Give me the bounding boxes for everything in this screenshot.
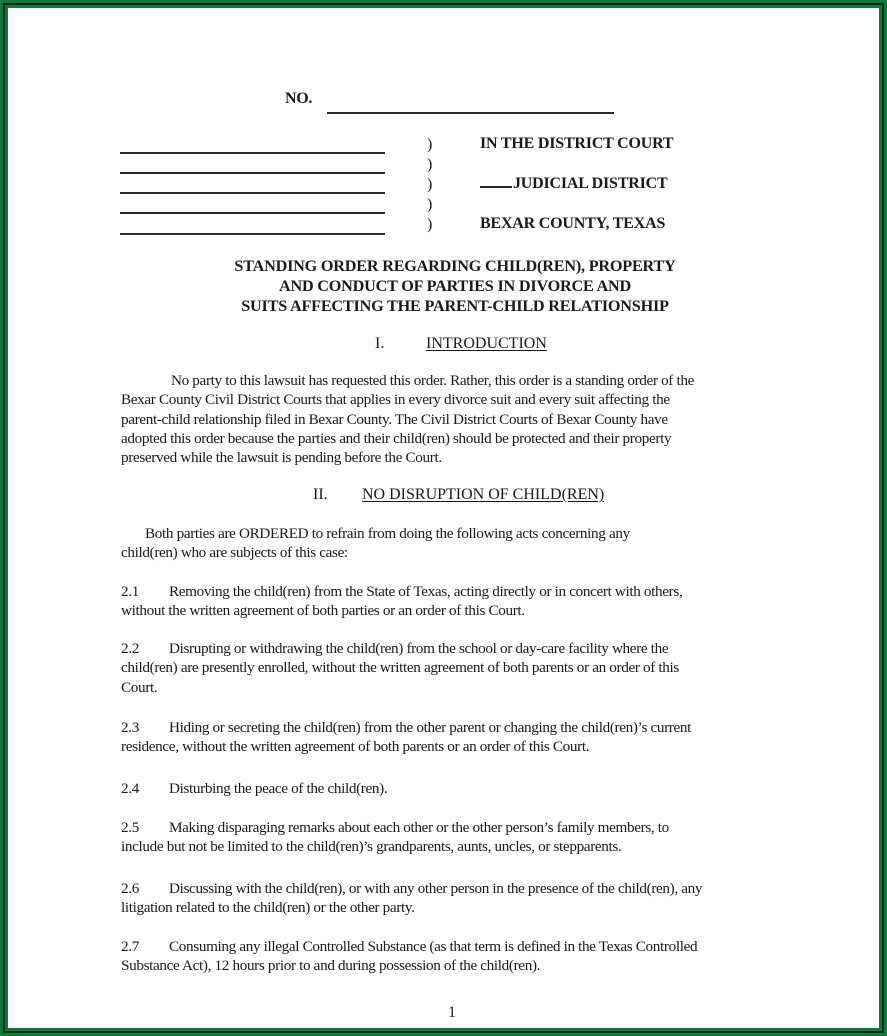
party-blank-line[interactable] — [120, 172, 385, 174]
order-item-2-5 — [121, 818, 781, 857]
document-title — [150, 256, 760, 316]
caption-paren: ) — [427, 136, 433, 153]
paragraph-line: parent-child relationship filed in Bexar County. The Civil District Courts of Bexar County have — [121, 410, 668, 428]
item-text: Court. — [121, 678, 158, 696]
item-text: Disturbing the peace of the child(ren). — [169, 780, 388, 797]
item-text: Consuming any illegal Controlled Substance (as that term is defined in the Texas Controlled — [169, 938, 698, 955]
paragraph-line: No party to this lawsuit has requested this order. Rather, this order is a standing order of the — [171, 372, 694, 389]
order-item-2-1 — [121, 582, 781, 621]
item-number: 2.6 — [121, 880, 139, 897]
paragraph-line: child(ren) who are subjects of this case: — [121, 544, 348, 562]
caption-paren: ) — [427, 156, 433, 173]
cause-number-blank[interactable] — [327, 112, 614, 114]
title-line: AND CONDUCT OF PARTIES IN DIVORCE AND — [278, 277, 632, 295]
party-blank-line[interactable] — [120, 212, 385, 214]
paragraph-line: Both parties are ORDERED to refrain from doing the following acts concerning any — [145, 525, 630, 542]
item-text: Removing the child(ren) from the State of Texas, acting directly or in concert with others, — [169, 583, 683, 600]
item-text: Disrupting or withdrawing the child(ren) from the school or day-care facility where the — [169, 640, 669, 657]
item-text: Making disparaging remarks about each other or the other person’s family members, to — [169, 819, 669, 836]
item-text: without the written agreement of both parties or an order of this Court. — [121, 602, 525, 620]
item-number: 2.4 — [121, 780, 139, 797]
paragraph-line: preserved while the lawsuit is pending before the Court. — [121, 449, 442, 467]
caption-paren: ) — [427, 216, 433, 233]
judicial-district-label: JUDICIAL DISTRICT — [513, 175, 668, 192]
item-text: Discussing with the child(ren), or with any other person in the presence of the child(ren), any — [169, 880, 703, 897]
item-number: 2.3 — [121, 719, 139, 736]
cause-number-label: NO. — [285, 90, 313, 107]
introduction-paragraph — [121, 371, 781, 467]
item-text: child(ren) are presently enrolled, without the written agreement of both parents or an order of this — [121, 659, 679, 677]
court-name: IN THE DISTRICT COURT — [480, 135, 674, 152]
county-state: BEXAR COUNTY, TEXAS — [480, 215, 666, 232]
party-blank-line[interactable] — [120, 152, 385, 154]
section-title: NO DISRUPTION OF CHILD(REN) — [362, 486, 605, 503]
party-blank-line[interactable] — [120, 192, 385, 194]
order-item-2-7 — [121, 937, 781, 976]
item-text: residence, without the written agreement of both parents or an order of this Court. — [121, 738, 590, 756]
title-line: STANDING ORDER REGARDING CHILD(REN), PROPERTY — [234, 257, 676, 275]
party-blank-line[interactable] — [120, 233, 385, 235]
order-item-2-3 — [121, 718, 781, 757]
item-number: 2.2 — [121, 640, 139, 657]
section-number: I. — [375, 335, 385, 352]
order-item-2-4 — [121, 779, 781, 798]
item-text: Substance Act), 12 hours prior to and during possession of the child(ren). — [121, 957, 541, 975]
page-number: 1 — [448, 1004, 456, 1021]
item-number: 2.1 — [121, 583, 139, 600]
item-number: 2.5 — [121, 819, 139, 836]
order-item-2-6 — [121, 879, 781, 918]
item-text: include but not be limited to the child(ren)’s grandparents, aunts, uncles, or stepparents. — [121, 838, 622, 856]
caption-paren: ) — [427, 196, 433, 213]
item-text: litigation related to the child(ren) or the other party. — [121, 899, 415, 917]
order-item-2-2 — [121, 639, 781, 697]
section-ii-intro — [121, 524, 781, 563]
judicial-district-blank[interactable] — [480, 176, 512, 188]
title-line: SUITS AFFECTING THE PARENT-CHILD RELATIONSHIP — [241, 297, 669, 315]
item-number: 2.7 — [121, 938, 139, 955]
section-title: INTRODUCTION — [426, 335, 547, 352]
item-text: Hiding or secreting the child(ren) from the other parent or changing the child(ren)’s current — [169, 719, 692, 736]
document-page — [8, 8, 879, 1028]
judicial-district — [480, 175, 667, 193]
paragraph-line: Bexar County Civil District Courts that applies in every divorce suit and every suit affecting the — [121, 391, 670, 409]
paragraph-line: adopted this order because the parties and their child(ren) should be protected and their property — [121, 429, 672, 447]
caption-paren: ) — [427, 176, 433, 193]
section-number: II. — [313, 486, 328, 503]
